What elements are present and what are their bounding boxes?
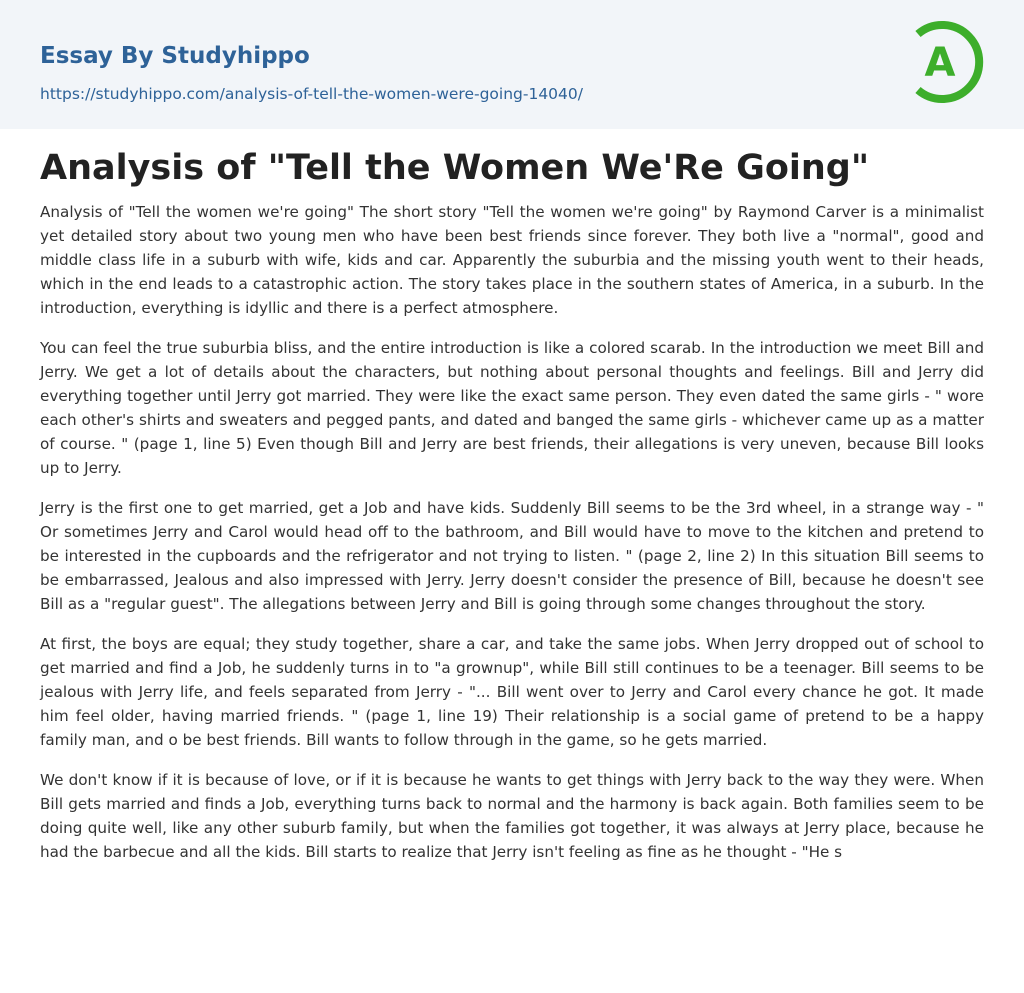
brand-title[interactable]: Essay By Studyhippo — [40, 43, 310, 69]
logo-letter: A — [924, 40, 956, 86]
article-paragraph: You can feel the true suburbia bliss, and the entire introduction is like a colored scarab. In the introduction we meet Bill and Jerry. We get a lot of details about the characters, but nothing about personal thoughts and feelings. Bill and Jerry did everything together until Jerry got married. They were like the exact same person. They even dated the same girls - " wore each other's shirts and sweaters and pegged pants, and dated and banged the same girls - whichever came up as a matter of course. " (page 1, line 5) Even though Bill and Jerry are best friends, their allegations is very uneven, because Bill looks up to Jerry. — [40, 339, 984, 477]
site-header — [0, 0, 1024, 129]
article-title: Analysis of "Tell the Women We'Re Going" — [40, 148, 870, 188]
article-paragraph: At first, the boys are equal; they study together, share a car, and take the same jobs. When Jerry dropped out of school to get married and find a Job, he suddenly turns in to "a grownup", while Bill still continues to be a teenager. Bill seems to be jealous with Jerry life, and feels separated from Jerry - "... Bill went over to Jerry and Carol every chance he got. It made him feel older, having married friends. " (page 1, line 19) Their relationship is a social game of pretend to be a happy family man, and o be best friends. Bill wants to follow through in the game, so he gets married. — [40, 635, 984, 749]
article-paragraph: Analysis of "Tell the women we're going" The short story "Tell the women we're going" by Raymond Carver is a minimalist yet detailed story about two young men who have been best friends since forever. They both live a "normal", good and middle class life in a suburb with wife, kids and car. Apparently the suburbia and the missing youth went to their heads, which in the end leads to a catastrophic action. The story takes place in the southern states of America, in a suburb. In the introduction, everything is idyllic and there is a perfect atmosphere. — [40, 203, 984, 317]
article-url-link[interactable]: https://studyhippo.com/analysis-of-tell-the-women-were-going-14040/ — [40, 85, 583, 103]
article-paragraph: We don't know if it is because of love, or if it is because he wants to get things with Jerry back to the way they were. When Bill gets married and finds a Job, everything turns back to normal and the harmony is back again. Both families seem to be doing quite well, like any other suburb family, but when the families got together, it was always at Jerry place, because he had the barbecue and all the kids. Bill starts to realize that Jerry isn't feeling as fine as he thought - "He s — [40, 771, 984, 861]
article-body — [40, 200, 984, 880]
article-paragraph: Jerry is the first one to get married, get a Job and have kids. Suddenly Bill seems to be the 3rd wheel, in a strange way - " Or sometimes Jerry and Carol would head off to the bathroom, and Bill would have to move to the kitchen and pretend to be interested in the cupboards and the refrigerator and not trying to listen. " (page 2, line 2) In this situation Bill seems to be embarrassed, Jealous and also impressed with Jerry. Jerry doesn't consider the presence of Bill, because he doesn't see Bill as a "regular guest". The allegations between Jerry and Bill is going through some changes throughout the story. — [40, 499, 984, 613]
studyhippo-logo-icon[interactable] — [906, 18, 988, 106]
